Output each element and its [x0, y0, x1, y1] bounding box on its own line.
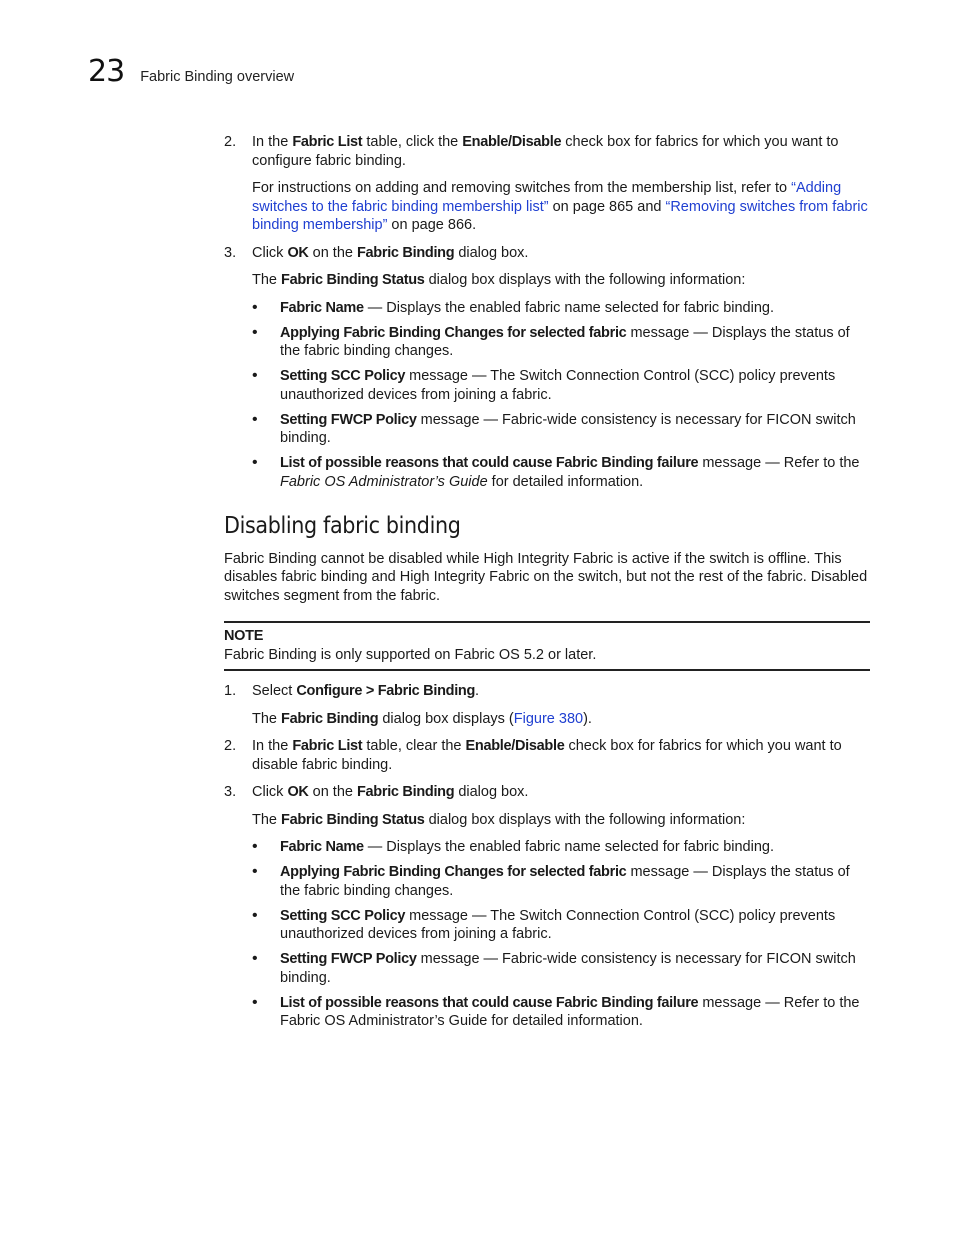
step-1: 1. Select Configure > Fabric Binding.: [224, 683, 480, 699]
step-3: 3. Click OK on the Fabric Binding dialog box.: [224, 244, 529, 261]
note-box: [224, 621, 870, 671]
page-content: [224, 133, 870, 1037]
status-list-2: [252, 838, 870, 1031]
list-item: • Setting FWCP Policy message — Fabric-wide consistency is necessary for FICON switch binding.: [252, 410, 856, 446]
list-item: • Setting SCC Policy message — The Switch Connection Control (SCC) policy prevents unauthorized devices from joining a fabric.: [252, 906, 836, 942]
list-item: • List of possible reasons that could cause Fabric Binding failure message — Refer to the Fabric OS Administrator’s Guide for detailed information.: [252, 993, 860, 1029]
step-2-detail: For instructions on adding and removing switches from the membership list, refer to “Adding switches to the fabric binding membership list” on page 865 and “Removing switches from fabric binding membership” on page 866.: [252, 180, 868, 233]
page-header: [88, 54, 294, 89]
list-item: • Fabric Name — Displays the enabled fabric name selected for fabric binding.: [252, 838, 774, 855]
chapter-number: 23: [88, 54, 125, 89]
note-text: Fabric Binding is only supported on Fabric OS 5.2 or later.: [224, 646, 597, 663]
step-2: 2. In the Fabric List table, click the Enable/Disable check box for fabrics for which you want to configure fabric binding.: [224, 134, 839, 169]
list-item: • Applying Fabric Binding Changes for selected fabric message — Displays the status of the fabric binding changes.: [252, 863, 850, 899]
step-2: 2. In the Fabric List table, clear the Enable/Disable check box for fabrics for which you want to disable fabric binding.: [224, 738, 842, 773]
status-list-1: [252, 299, 870, 492]
list-item: • Setting FWCP Policy message — Fabric-wide consistency is necessary for FICON switch binding.: [252, 950, 856, 986]
section-heading: Disabling fabric binding: [224, 513, 461, 539]
link-removing-switches[interactable]: “Removing switches from fabric binding membership”: [252, 198, 868, 233]
step-3-detail: The Fabric Binding Status dialog box displays with the following information:: [252, 811, 746, 828]
list-item: • Fabric Name — Displays the enabled fabric name selected for fabric binding.: [252, 298, 774, 316]
chapter-title: Fabric Binding overview: [140, 69, 295, 85]
step-3: 3. Click OK on the Fabric Binding dialog box.: [224, 784, 529, 800]
note-label: NOTE: [224, 628, 264, 644]
list-item: • List of possible reasons that could cause Fabric Binding failure message — Refer to the Fabric OS Administrator’s Guide for detailed information.: [252, 454, 860, 490]
link-adding-switches[interactable]: “Adding switches to the fabric binding membership list”: [252, 180, 842, 215]
step-3-detail: The Fabric Binding Status dialog box displays with the following information:: [252, 272, 746, 288]
link-figure-380[interactable]: Figure 380: [513, 710, 584, 727]
step-1-detail: The Fabric Binding dialog box displays (Figure 380).: [252, 710, 592, 727]
section-intro: Fabric Binding cannot be disabled while High Integrity Fabric is active if the switch is offline. This disables fabric binding and High Integrity Fabric on the switch, but not the rest of the fabric. Disabled switches segment from the fabric.: [224, 550, 868, 604]
list-item: • Setting SCC Policy message — The Switch Connection Control (SCC) policy prevents unauthorized devices from joining a fabric.: [252, 367, 836, 403]
list-item: • Applying Fabric Binding Changes for selected fabric message — Displays the status of the fabric binding changes.: [252, 323, 850, 359]
